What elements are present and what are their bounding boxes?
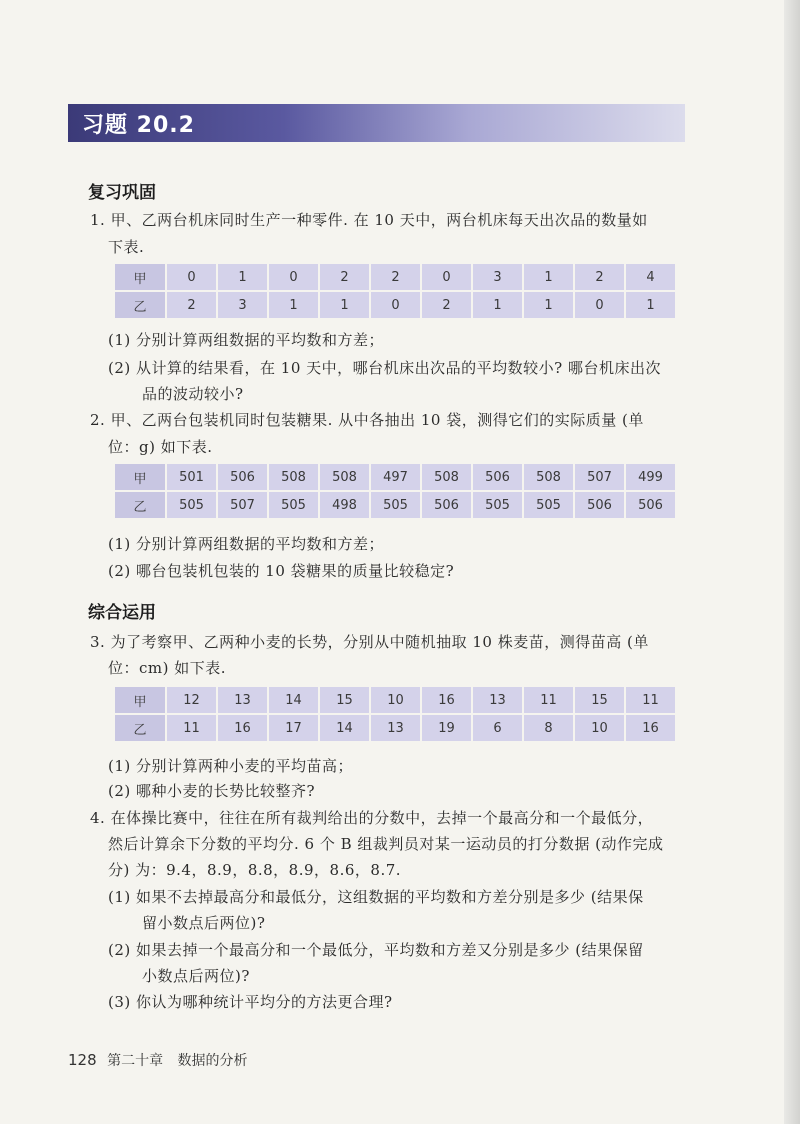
table-cell: 16 bbox=[422, 687, 471, 713]
table-cell: 505 bbox=[269, 492, 318, 518]
q3-line-2: 位：cm) 如下表. bbox=[108, 659, 227, 677]
table-cell: 10 bbox=[371, 687, 420, 713]
table-cell: 16 bbox=[626, 715, 675, 741]
chapter-label: 第二十章 bbox=[107, 1053, 164, 1069]
table-cell: 505 bbox=[167, 492, 216, 518]
table-cell: 1 bbox=[524, 264, 573, 290]
table-cell: 17 bbox=[269, 715, 318, 741]
table-cell: 1 bbox=[218, 264, 267, 290]
q1-sub-2-line-2: 品的波动较小? bbox=[142, 385, 244, 403]
table-cell: 2 bbox=[422, 292, 471, 318]
table-cell: 2 bbox=[320, 264, 369, 290]
table-cell: 1 bbox=[269, 292, 318, 318]
row-label: 甲 bbox=[115, 464, 165, 490]
q4-sub-3: (3) 你认为哪种统计平均分的方法更合理? bbox=[108, 993, 393, 1011]
table-cell: 0 bbox=[371, 292, 420, 318]
table-row bbox=[115, 715, 675, 741]
section-heading-review: 复习巩固 bbox=[88, 183, 156, 203]
q1-table bbox=[113, 262, 677, 320]
table-cell: 499 bbox=[626, 464, 675, 490]
table-cell: 0 bbox=[422, 264, 471, 290]
q2-line-2: 位：g) 如下表. bbox=[108, 438, 213, 456]
q2-table bbox=[113, 462, 677, 520]
table-cell: 15 bbox=[575, 687, 624, 713]
table-cell: 13 bbox=[473, 687, 522, 713]
table-cell: 507 bbox=[575, 464, 624, 490]
table-cell: 505 bbox=[473, 492, 522, 518]
table-cell: 508 bbox=[422, 464, 471, 490]
table-row bbox=[115, 292, 675, 318]
table-cell: 14 bbox=[269, 687, 318, 713]
table-cell: 15 bbox=[320, 687, 369, 713]
table-cell: 508 bbox=[524, 464, 573, 490]
q4-line-2: 然后计算余下分数的平均分. 6 个 B 组裁判员对某一运动员的打分数据 (动作完成 bbox=[108, 835, 664, 853]
page-footer bbox=[68, 1050, 248, 1070]
table-cell: 506 bbox=[626, 492, 675, 518]
q2-sub-2: (2) 哪台包装机包装的 10 袋糖果的质量比较稳定? bbox=[108, 562, 455, 580]
table-cell: 16 bbox=[218, 715, 267, 741]
table-cell: 1 bbox=[626, 292, 675, 318]
table-cell: 13 bbox=[371, 715, 420, 741]
table-row bbox=[115, 464, 675, 490]
q3-table bbox=[113, 685, 677, 743]
table-cell: 506 bbox=[575, 492, 624, 518]
exercise-title: 习题 20.2 bbox=[82, 113, 195, 138]
table-cell: 497 bbox=[371, 464, 420, 490]
table-cell: 508 bbox=[269, 464, 318, 490]
q4-sub-1-line-1: (1) 如果不去掉最高分和最低分，这组数据的平均数和方差分别是多少 (结果保 bbox=[108, 888, 644, 906]
table-cell: 506 bbox=[473, 464, 522, 490]
section-heading-apply: 综合运用 bbox=[88, 603, 156, 623]
table-cell: 505 bbox=[524, 492, 573, 518]
q1-line-2: 下表. bbox=[108, 238, 145, 256]
table-cell: 8 bbox=[524, 715, 573, 741]
q4-line-1: 4. 在体操比赛中，往往在所有裁判给出的分数中，去掉一个最高分和一个最低分， bbox=[90, 809, 654, 827]
q2-line-1: 2. 甲、乙两台包装机同时包装糖果. 从中各抽出 10 袋，测得它们的实际质量 (单 bbox=[90, 411, 644, 429]
table-cell: 2 bbox=[371, 264, 420, 290]
table-cell: 19 bbox=[422, 715, 471, 741]
table-row bbox=[115, 264, 675, 290]
table-cell: 1 bbox=[320, 292, 369, 318]
chapter-title: 数据的分析 bbox=[177, 1053, 248, 1069]
table-cell: 1 bbox=[473, 292, 522, 318]
exercise-header-bar bbox=[68, 104, 685, 142]
table-cell: 11 bbox=[524, 687, 573, 713]
table-cell: 6 bbox=[473, 715, 522, 741]
q4-sub-1-line-2: 留小数点后两位)? bbox=[142, 914, 266, 932]
row-label: 乙 bbox=[115, 292, 165, 318]
table-cell: 4 bbox=[626, 264, 675, 290]
table-cell: 506 bbox=[422, 492, 471, 518]
q2-sub-1: (1) 分别计算两组数据的平均数和方差； bbox=[108, 535, 385, 553]
q3-sub-2: (2) 哪种小麦的长势比较整齐? bbox=[108, 782, 316, 800]
table-cell: 2 bbox=[167, 292, 216, 318]
q3-line-1: 3. 为了考察甲、乙两种小麦的长势，分别从中随机抽取 10 株麦苗，测得苗高 (单 bbox=[90, 633, 649, 651]
row-label: 甲 bbox=[115, 264, 165, 290]
table-cell: 13 bbox=[218, 687, 267, 713]
row-label: 甲 bbox=[115, 687, 165, 713]
row-label: 乙 bbox=[115, 492, 165, 518]
table-cell: 505 bbox=[371, 492, 420, 518]
table-cell: 506 bbox=[218, 464, 267, 490]
table-cell: 1 bbox=[524, 292, 573, 318]
table-cell: 2 bbox=[575, 264, 624, 290]
q4-sub-2-line-1: (2) 如果去掉一个最高分和一个最低分，平均数和方差又分别是多少 (结果保留 bbox=[108, 941, 644, 959]
table-row bbox=[115, 687, 675, 713]
q1-sub-2-line-1: (2) 从计算的结果看，在 10 天中，哪台机床出次品的平均数较小? 哪台机床出次 bbox=[108, 359, 661, 377]
table-cell: 11 bbox=[626, 687, 675, 713]
table-cell: 0 bbox=[167, 264, 216, 290]
q4-sub-2-line-2: 小数点后两位)? bbox=[142, 967, 250, 985]
table-cell: 507 bbox=[218, 492, 267, 518]
page-edge bbox=[784, 0, 800, 1124]
table-cell: 501 bbox=[167, 464, 216, 490]
page-number: 128 bbox=[68, 1051, 97, 1069]
table-cell: 10 bbox=[575, 715, 624, 741]
table-cell: 14 bbox=[320, 715, 369, 741]
table-row bbox=[115, 492, 675, 518]
table-cell: 498 bbox=[320, 492, 369, 518]
table-cell: 0 bbox=[269, 264, 318, 290]
table-cell: 3 bbox=[218, 292, 267, 318]
table-cell: 508 bbox=[320, 464, 369, 490]
table-cell: 12 bbox=[167, 687, 216, 713]
q1-sub-1: (1) 分别计算两组数据的平均数和方差； bbox=[108, 331, 385, 349]
row-label: 乙 bbox=[115, 715, 165, 741]
table-cell: 0 bbox=[575, 292, 624, 318]
q4-line-3: 分) 为：9.4，8.9，8.8，8.9，8.6，8.7. bbox=[108, 861, 402, 879]
q3-sub-1: (1) 分别计算两种小麦的平均苗高； bbox=[108, 757, 354, 775]
table-cell: 11 bbox=[167, 715, 216, 741]
q1-line-1: 1. 甲、乙两台机床同时生产一种零件. 在 10 天中，两台机床每天出次品的数量如 bbox=[90, 211, 648, 229]
table-cell: 3 bbox=[473, 264, 522, 290]
